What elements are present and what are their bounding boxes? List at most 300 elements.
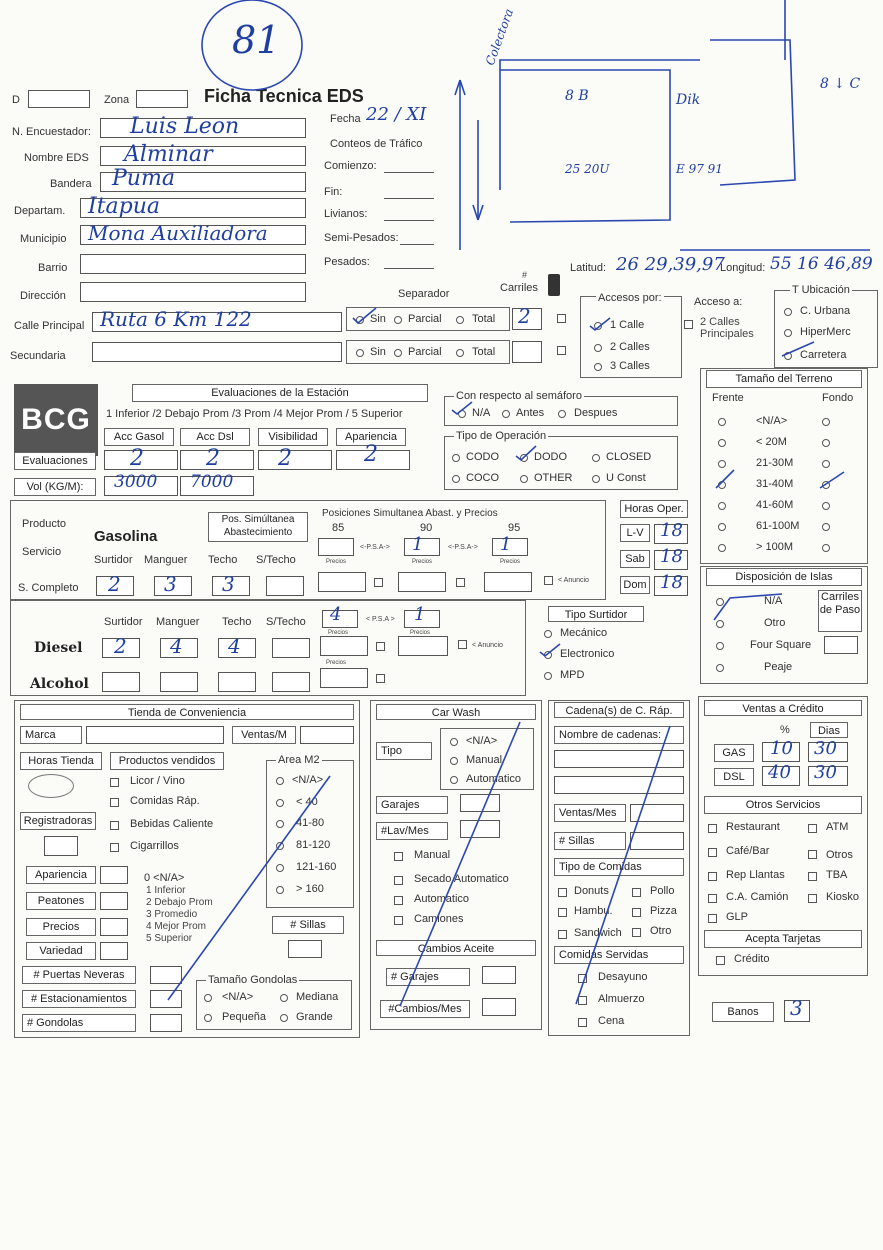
octano-90: 90: [420, 522, 433, 534]
gas-anuncio-label: < Anuncio: [558, 577, 589, 584]
secundaria-label: Secundaria: [10, 350, 66, 362]
credito-gas-label: GAS: [714, 744, 754, 762]
evaluaciones-title: Evaluaciones de la Estación: [132, 384, 428, 402]
secundaria-field[interactable]: [92, 342, 342, 362]
terreno-row-6: 61-100M: [756, 520, 800, 532]
servida-desayuno-label: Desayuno: [598, 971, 648, 983]
zona-label: Zona: [104, 94, 130, 106]
tarjetas-credito-label: Crédito: [734, 953, 770, 965]
dsl-precios-1: Precios: [328, 630, 349, 636]
departam-label: Departam.: [14, 205, 66, 217]
alc-surtidor-field[interactable]: [102, 672, 140, 692]
semaforo-antes-label: Antes: [516, 407, 545, 419]
tienda-registradoras: Registradoras: [20, 812, 96, 830]
semipesados-line: [400, 244, 434, 245]
gasolina-name: Gasolina: [94, 528, 158, 545]
cadena-tipo: Tipo de Comidas: [554, 858, 684, 876]
eval-precios-field[interactable]: [100, 918, 128, 936]
terreno-row-1: <N/A>: [756, 415, 788, 427]
terreno-fondo-radio-2[interactable]: [822, 439, 830, 447]
tienda-marca: Marca: [20, 726, 82, 744]
carwash-manual-check-label: Manual: [414, 849, 451, 861]
carwash-cross-mark: [390, 716, 530, 1016]
gondola-grande-radio[interactable]: [280, 1014, 288, 1022]
encuestador-label: N. Encuestador:: [12, 126, 91, 138]
otros-cafe-check[interactable]: [708, 848, 717, 857]
terreno-fondo-radio-1[interactable]: [822, 418, 830, 426]
servida-cena-label: Cena: [598, 1015, 625, 1027]
servicio-label: Servicio: [22, 546, 62, 558]
municipio-value: Mona Auxiliadora: [88, 221, 268, 245]
ubicacion-carretera-mark: [780, 340, 820, 360]
otros-camion-check[interactable]: [708, 894, 717, 903]
gas-stecho-field[interactable]: [266, 576, 304, 596]
op-other-label: OTHER: [534, 472, 573, 484]
eval-value-gasol: 2: [130, 446, 144, 471]
gas-col-techo: Techo: [208, 554, 238, 566]
otros-llantas-label: Rep Llantas: [726, 869, 785, 881]
tipo-donuts-label: Donuts: [574, 885, 609, 897]
op-dodo-mark: [514, 444, 538, 462]
dsl-psa-value-1: 4: [330, 604, 342, 625]
semaforo-na-label: N/A: [472, 407, 491, 419]
carwash-secado-label: Secado Automatico: [414, 873, 509, 885]
area-160plus-label: > 160: [296, 883, 324, 895]
gondola-pequena-radio[interactable]: [204, 1014, 212, 1022]
producto-bebidas-check[interactable]: [110, 821, 119, 830]
parcial-label-2: Parcial: [408, 346, 442, 358]
trafico-title: Conteos de Tráfico: [330, 138, 423, 150]
acceso-a-label: Acceso a:: [694, 296, 743, 308]
total-radio-2[interactable]: [456, 349, 464, 357]
longitud-label: Longitud:: [720, 262, 766, 274]
sin-label-2: Sin: [370, 346, 386, 358]
aceite-title: Cambios Aceite: [376, 940, 536, 956]
tienda-ventas-field[interactable]: [300, 726, 354, 744]
tipo-hambu-check[interactable]: [558, 908, 567, 917]
tienda-title: Tienda de Conveniencia: [20, 704, 354, 720]
parcial-label-1: Parcial: [408, 313, 442, 325]
fecha-label: Fecha: [330, 113, 361, 125]
gondola-mediana-label: Mediana: [296, 991, 339, 1003]
horas-dom-value: 18: [660, 572, 683, 593]
acceso-2calles-radio[interactable]: [594, 344, 602, 352]
credito-dsl-label: DSL: [714, 768, 754, 786]
semaforo-despues-radio[interactable]: [558, 410, 566, 418]
otros-otros-check[interactable]: [808, 850, 817, 859]
carriles-field-2[interactable]: [512, 341, 542, 363]
acceso-2calles-label: 2 Calles: [610, 341, 650, 353]
side-note: Colectora: [482, 6, 517, 68]
zona-field[interactable]: [136, 90, 188, 108]
op-dodo-label: DODO: [534, 451, 567, 463]
terreno-frente-radio-7[interactable]: [718, 544, 726, 552]
otros-glp-label: GLP: [726, 911, 749, 923]
gondola-grande-label: Grande: [296, 1011, 333, 1023]
surtidor-title: Tipo Surtidor: [548, 606, 644, 622]
carriles-hash: #: [522, 270, 528, 280]
fin-label: Fin:: [324, 186, 343, 198]
tipo-sandwich-check[interactable]: [558, 930, 567, 939]
vol-value-dsl: 7000: [190, 472, 234, 492]
scompleto-label: S. Completo: [18, 582, 79, 594]
op-coco-radio[interactable]: [452, 475, 460, 483]
carwash-camiones-label: Camiones: [414, 913, 464, 925]
dsl-psa-label: < P.S.A >: [366, 616, 395, 623]
carwash-manual-label: Manual: [466, 754, 503, 766]
direccion-field[interactable]: [80, 282, 306, 302]
count-neveras: # Puertas Neveras: [22, 966, 136, 984]
encuestador-value: Luis Leon: [130, 114, 240, 139]
aceite-garajes: # Garajes: [386, 968, 470, 986]
pesados-line: [384, 268, 434, 269]
accesos-title: Accesos por:: [598, 292, 662, 304]
cadena-cross-mark: [570, 720, 680, 1010]
dsl-surtidor-value: 2: [114, 634, 127, 658]
pesados-label: Pesados:: [324, 256, 370, 268]
credito-gas-pct: 10: [770, 738, 793, 759]
parcial-radio-2[interactable]: [394, 349, 402, 357]
producto-comidas-label: Comidas Ráp.: [130, 795, 200, 807]
gas-price-field-3[interactable]: [484, 572, 532, 592]
alc-price-field[interactable]: [320, 668, 368, 688]
otros-title: Otros Servicios: [704, 796, 862, 814]
surtidor-mpd-radio[interactable]: [544, 672, 552, 680]
surtidor-mecanico-radio[interactable]: [544, 630, 552, 638]
terreno-frente-radio-2[interactable]: [718, 439, 726, 447]
acceso-principales-label: 2 Calles Principales: [700, 316, 754, 340]
terreno-frente-radio-5[interactable]: [718, 502, 726, 510]
terreno-fondo-radio-6[interactable]: [822, 523, 830, 531]
page-title: Ficha Tecnica EDS: [204, 86, 364, 106]
aceite-mes: #Cambios/Mes: [380, 1000, 470, 1018]
traffic-light-icon: [548, 274, 560, 296]
sin-check-mark: [350, 306, 380, 326]
gas-psa-value-2: 1: [500, 534, 512, 555]
surtidor-electronico-label: Electronico: [560, 648, 615, 660]
tienda-productos: Productos vendidos: [110, 752, 224, 770]
dsl-col-stecho: S/Techo: [266, 616, 306, 628]
sketch-corner: 8 ↓ C: [820, 76, 861, 92]
dsl-manguer-value: 4: [170, 634, 183, 658]
tienda-marca-field[interactable]: [86, 726, 224, 744]
alc-stecho-field[interactable]: [272, 672, 310, 692]
gas-psa-field-1[interactable]: [318, 538, 354, 556]
dsl-col-techo: Techo: [222, 616, 252, 628]
eval-precios: Precios: [26, 918, 96, 936]
calle-label: Calle Principal: [14, 320, 85, 332]
nombre-value: Alminar: [124, 142, 213, 167]
gas-psa-label-2: <-P.S.A->: [448, 544, 478, 551]
carwash-title: Car Wash: [376, 704, 536, 720]
area-80-label: 41-80: [296, 817, 325, 829]
scale-2: 2 Debajo Prom: [146, 897, 213, 908]
otros-restaurant-check[interactable]: [708, 824, 717, 833]
fin-line: [384, 198, 434, 199]
octano-85: 85: [332, 522, 345, 534]
cadena-ventas: Ventas/Mes: [554, 804, 626, 822]
ubicacion-urbana-radio[interactable]: [784, 308, 792, 316]
vol-value-gasol: 3000: [114, 472, 158, 492]
tienda-horas-oval: [28, 774, 74, 798]
surtidor-electronico-mark: [538, 642, 562, 658]
cadena-nombre: Nombre de cadenas:: [554, 726, 684, 744]
calle-value: Ruta 6 Km 122: [100, 307, 252, 331]
otros-atm-check[interactable]: [808, 824, 817, 833]
fecha-value: 22 / XI: [366, 104, 427, 125]
islas-na-label: N/A: [764, 595, 783, 607]
operacion-title: Tipo de Operación: [456, 430, 547, 442]
ubicacion-hiper-radio[interactable]: [784, 329, 792, 337]
semaforo-title: Con respecto al semáforo: [456, 390, 582, 402]
evaluaciones-scale: 1 Inferior /2 Debajo Prom /3 Prom /4 Mejor Prom / 5 Superior: [106, 408, 403, 420]
nombre-label: Nombre EDS: [24, 152, 89, 164]
eval-header-apariencia: Apariencia: [336, 428, 406, 446]
terreno-fondo: Fondo: [822, 392, 854, 404]
terreno-frente-radio-1[interactable]: [718, 418, 726, 426]
ubicacion-urbana-label: C. Urbana: [800, 305, 851, 317]
id-label: D: [12, 94, 20, 106]
op-codo-label: CODO: [466, 451, 499, 463]
producto-label: Producto: [22, 518, 67, 530]
tarjetas-credito-check[interactable]: [716, 956, 725, 965]
gas-precios-2: Precios: [412, 559, 433, 565]
scale-4: 4 Mejor Prom: [146, 921, 207, 932]
terreno-frente: Frente: [712, 392, 744, 404]
tarjetas-title: Acepta Tarjetas: [704, 930, 862, 948]
sin-label-1: Sin: [370, 313, 386, 325]
total-radio-1[interactable]: [456, 316, 464, 324]
sin-radio-2[interactable]: [356, 349, 364, 357]
gas-price-field-2[interactable]: [398, 572, 446, 592]
islas-foursquare-radio[interactable]: [716, 642, 724, 650]
barrio-label: Barrio: [38, 262, 68, 274]
otros-tba-check[interactable]: [808, 872, 817, 881]
terreno-title: Tamaño del Terreno: [706, 370, 862, 388]
gas-anuncio-check[interactable]: [544, 576, 553, 585]
eval-row-label: Evaluaciones: [14, 452, 96, 470]
carriles-value: 2: [518, 304, 531, 328]
producto-licor-label: Licor / Vino: [130, 775, 185, 787]
area-120-label: 81-120: [296, 839, 331, 851]
banos-label: Banos: [712, 1002, 774, 1022]
total-label-1: Total: [472, 313, 496, 325]
op-uconst-radio[interactable]: [592, 475, 600, 483]
livianos-label: Livianos:: [324, 208, 368, 220]
gondola-pequena-label: Pequeña: [222, 1011, 267, 1023]
islas-peaje-radio[interactable]: [716, 664, 724, 672]
otros-kiosko-check[interactable]: [808, 894, 817, 903]
credito-dsl-dias: 30: [814, 762, 837, 783]
area-title: Area M2: [278, 754, 320, 766]
terreno-row-4: 31-40M: [756, 478, 794, 490]
otros-kiosko-label: Kiosko: [826, 891, 860, 903]
acceso-principales-check[interactable]: [684, 320, 693, 329]
gas-techo-value: 3: [222, 572, 235, 596]
credito-pct: %: [780, 724, 790, 736]
otros-atm-label: ATM: [826, 821, 849, 833]
terreno-row-2: < 20M: [756, 436, 787, 448]
dsl-precios-2: Precios: [410, 630, 431, 636]
bcg-logo: BCG: [14, 384, 98, 456]
horas-sab-label: Sab: [620, 550, 650, 568]
islas-otro-label: Otro: [764, 617, 786, 629]
dsl-stecho-field[interactable]: [272, 638, 310, 658]
circled-number: 81: [232, 18, 281, 62]
dsl-techo-value: 4: [228, 634, 241, 658]
op-other-radio[interactable]: [520, 475, 528, 483]
credito-gas-dias: 30: [814, 738, 837, 759]
tipo-pizza-label: Pizza: [650, 905, 677, 917]
parcial-radio-1[interactable]: [394, 316, 402, 324]
ubicacion-hiper-label: HiperMerc: [800, 326, 851, 338]
octano-95: 95: [508, 522, 521, 534]
carwash-tipo: Tipo: [376, 742, 432, 760]
sketch-mark-1: 8 B: [565, 88, 589, 104]
dsl-price-field-1[interactable]: [320, 636, 368, 656]
tienda-registradoras-field[interactable]: [44, 836, 78, 856]
count-gondolas-field[interactable]: [150, 1014, 182, 1032]
otros-glp-check[interactable]: [708, 914, 717, 923]
dsl-price-check-1[interactable]: [376, 642, 385, 651]
op-codo-radio[interactable]: [452, 454, 460, 462]
count-estacionamientos: # Estacionamientos: [22, 990, 136, 1008]
direccion-label: Dirección: [20, 290, 66, 302]
terreno-row-7: > 100M: [756, 541, 793, 553]
carriles-check-2[interactable]: [557, 346, 566, 355]
otros-restaurant-label: Restaurant: [726, 821, 780, 833]
sketch-mark-3: 25 20U: [565, 162, 610, 176]
islas-mark: [710, 588, 790, 628]
eval-variedad-field[interactable]: [100, 942, 128, 960]
area-na-label: <N/A>: [292, 774, 324, 786]
dsl-price-field-2[interactable]: [398, 636, 448, 656]
tienda-sillas: # Sillas: [272, 916, 344, 934]
tienda-ventas: Ventas/M: [232, 726, 296, 744]
gas-price-check-2[interactable]: [456, 578, 465, 587]
eval-header-gasol: Acc Gasol: [104, 428, 174, 446]
op-closed-label: CLOSED: [606, 451, 652, 463]
horas-sab-value: 18: [660, 546, 683, 567]
banos-value: 3: [790, 996, 803, 1020]
semaforo-despues-label: Despues: [574, 407, 618, 419]
gas-psa-value-1: 1: [412, 534, 424, 555]
latitud-value: 26 29,39,97: [616, 254, 725, 275]
cadena-title: Cadena(s) de C. Ráp.: [554, 702, 684, 718]
terreno-fondo-radio-5[interactable]: [822, 502, 830, 510]
scale-1: 1 Inferior: [146, 885, 186, 896]
eval-field-visibilidad[interactable]: [258, 450, 332, 470]
eval-value-visibilidad: 2: [278, 446, 292, 471]
semaforo-antes-radio[interactable]: [502, 410, 510, 418]
comienzo-line: [384, 172, 434, 173]
op-closed-radio[interactable]: [592, 454, 600, 462]
islas-carriles-field[interactable]: [824, 636, 858, 654]
semipesados-label: Semi-Pesados:: [324, 232, 399, 244]
alc-manguer-field[interactable]: [160, 672, 198, 692]
tipo-pollo-label: Pollo: [650, 885, 675, 897]
terreno-frente-radio-6[interactable]: [718, 523, 726, 531]
separador-title: Separador: [398, 288, 450, 300]
eval-header-visibilidad: Visibilidad: [258, 428, 328, 446]
alc-price-check[interactable]: [376, 674, 385, 683]
terreno-row-3: 21-30M: [756, 457, 794, 469]
semaforo-na-mark: [450, 400, 474, 416]
horas-lv-label: L-V: [620, 524, 650, 542]
eval-peatones-field[interactable]: [100, 892, 128, 910]
id-field[interactable]: [28, 90, 90, 108]
barrio-field[interactable]: [80, 254, 306, 274]
gondolas-title: Tamaño Gondolas: [208, 974, 298, 986]
dsl-psa-value-2: 1: [414, 604, 426, 625]
surtidor-mecanico-label: Mecánico: [560, 627, 608, 639]
station-sketch: [440, 0, 883, 280]
producto-licor-check[interactable]: [110, 778, 119, 787]
producto-cigarrillos-check[interactable]: [110, 843, 119, 852]
acceso-3calles-radio[interactable]: [594, 363, 602, 371]
tipo-otro-label: Otro: [650, 925, 672, 937]
diesel-name: Diesel: [34, 640, 83, 656]
dsl-anuncio-check[interactable]: [458, 640, 467, 649]
horas-lv-value: 18: [660, 520, 683, 541]
pos-simultanea-title: Pos. Simúltanea Abastecimiento: [208, 512, 308, 542]
alc-techo-field[interactable]: [218, 672, 256, 692]
terreno-fondo-radio-7[interactable]: [822, 544, 830, 552]
op-uconst-label: U Const: [606, 472, 646, 484]
tipo-donuts-check[interactable]: [558, 888, 567, 897]
otros-llantas-check[interactable]: [708, 872, 717, 881]
otros-cafe-label: Café/Bar: [726, 845, 770, 857]
area-40-label: < 40: [296, 796, 318, 808]
acceso-1calle-mark: [588, 316, 612, 332]
livianos-line: [384, 220, 434, 221]
municipio-label: Municipio: [20, 233, 67, 245]
comienzo-label: Comienzo:: [324, 160, 377, 172]
eval-apariencia-field[interactable]: [100, 866, 128, 884]
gas-price-field-1[interactable]: [318, 572, 366, 592]
tienda-cross-mark: [160, 770, 340, 1010]
credito-dsl-pct: 40: [768, 762, 791, 783]
servida-cena-check[interactable]: [578, 1018, 587, 1027]
sketch-mark-4: E 97 91: [676, 162, 723, 176]
carriles-check-1[interactable]: [557, 314, 566, 323]
otros-otros-label: Otros: [826, 849, 853, 861]
carwash-automatico-label: Automatico: [414, 893, 470, 905]
acceso-1calle-label: 1 Calle: [610, 319, 645, 331]
total-label-2: Total: [472, 346, 496, 358]
gas-price-check-1[interactable]: [374, 578, 383, 587]
longitud-value: 55 16 46,89: [770, 254, 873, 274]
islas-title: Disposición de Islas: [706, 568, 862, 586]
tipo-hambu-label: Hambu.: [574, 905, 613, 917]
islas-peaje-label: Peaje: [764, 661, 793, 673]
carwash-garajes: Garajes: [376, 796, 448, 814]
eval-value-apariencia: 2: [364, 442, 378, 467]
scale-0: 0 <N/A>: [144, 872, 185, 884]
islas-foursquare-label: Four Square: [750, 639, 812, 651]
gas-precios-3: Precios: [500, 559, 521, 565]
producto-comidas-check[interactable]: [110, 798, 119, 807]
horas-title: Horas Oper.: [620, 500, 688, 518]
bandera-value: Puma: [112, 166, 175, 191]
islas-carriles: Carriles de Paso: [818, 590, 862, 632]
departam-value: Itapua: [88, 194, 161, 219]
bandera-label: Bandera: [50, 178, 92, 190]
producto-cigarrillos-label: Cigarrillos: [130, 840, 179, 852]
dsl-col-manguer: Manguer: [156, 616, 200, 628]
cadena-servidas: Comidas Servidas: [554, 946, 684, 964]
op-coco-label: COCO: [466, 472, 499, 484]
